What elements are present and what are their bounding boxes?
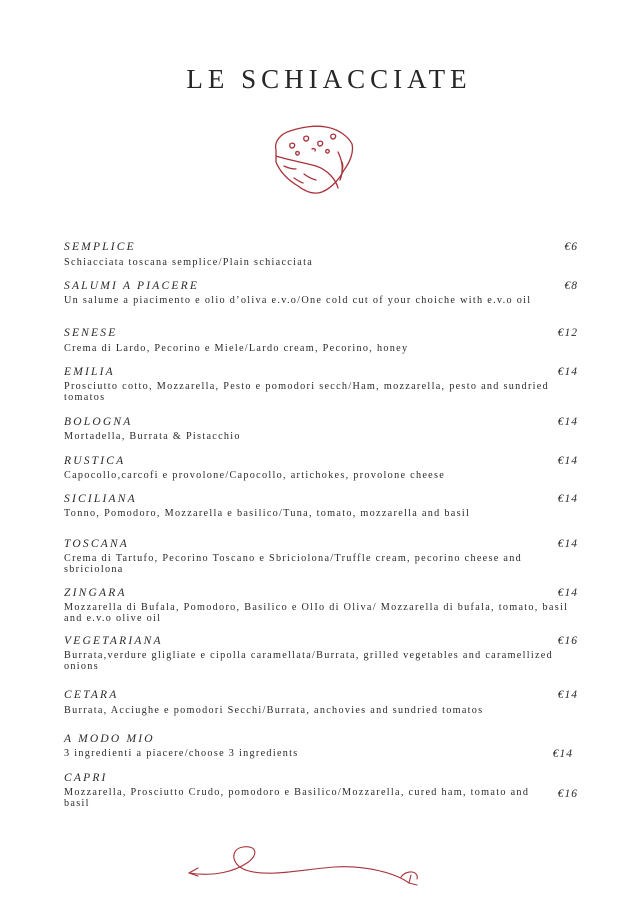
menu-title: LE SCHIACCIATE [186,64,472,94]
item-price: €14 [557,366,578,378]
item-name: TOSCANA [64,538,130,550]
item-price: €14 [557,587,578,599]
item-name: RUSTICA [64,455,126,467]
schiacciata-bread-icon [268,122,358,198]
item-price: €14 [557,455,578,467]
item-name: VEGETARIANA [64,635,163,647]
item-price: €12 [557,327,578,339]
item-price: €14 [552,748,573,760]
item-name: BOLOGNA [64,416,133,428]
item-price: €6 [564,241,578,253]
item-price: €16 [557,635,578,647]
item-description: Burrata,verdure gligliate e cipolla caramellata/Burrata, grilled vegetables and caramellized onions [64,650,553,672]
item-price: €14 [557,538,578,550]
item-name: A MODO MIO [64,733,155,745]
item-name: SALUMI A PIACERE [64,280,200,292]
item-price: €8 [564,280,578,292]
item-price: €14 [557,416,578,428]
item-name: SEMPLICE [64,241,136,253]
item-price: €14 [557,493,578,505]
item-description: Mozzarella di Bufala, Pomodoro, Basilico e OlIo di Oliva/ Mozzarella di bufala, tomato, basil and e.v.o olive oil [64,602,569,624]
item-description: 3 ingredienti a piacere/choose 3 ingredients [64,748,299,759]
item-name: SENESE [64,327,118,339]
item-name: CETARA [64,689,119,701]
item-description: Un salume a piacimento e olio d’oliva e.v.o/One cold cut of your choiche with e.v.o oil [64,295,532,306]
item-name: SICILIANA [64,493,137,505]
item-name: EMILIA [64,366,115,378]
swirl-flourish-icon [185,843,445,889]
item-description: Prosciutto cotto, Mozzarella, Pesto e pomodori secch/Ham, mozzarella, pesto and sundried tomatos [64,381,550,403]
item-name: ZINGARA [64,587,127,599]
item-description: Crema di Tartufo, Pecorino Toscano e Sbriciolona/Truffle cream, pecorino cheese and sbriciolona [64,553,523,575]
item-price: €16 [557,788,578,800]
item-name: CAPRI [64,772,108,784]
item-price: €14 [557,689,578,701]
item-description: Tonno, Pomodoro, Mozzarella e basilico/Tuna, tomato, mozzarella and basil [64,508,471,519]
item-description: Mortadella, Burrata & Pistacchio [64,431,241,442]
item-description: Mozzarella, Prosciutto Crudo, pomodoro e Basilico/Mozzarella, cured ham, tomato and basil [64,787,530,809]
item-description: Crema di Lardo, Pecorino e Miele/Lardo cream, Pecorino, honey [64,343,409,354]
item-description: Schiacciata toscana semplice/Plain schiacciata [64,257,314,268]
item-description: Capocollo,carcofi e provolone/Capocollo, artichokes, provolone cheese [64,470,446,481]
item-description: Burrata, Acciughe e pomodori Secchi/Burrata, anchovies and sundried tomatos [64,705,484,716]
